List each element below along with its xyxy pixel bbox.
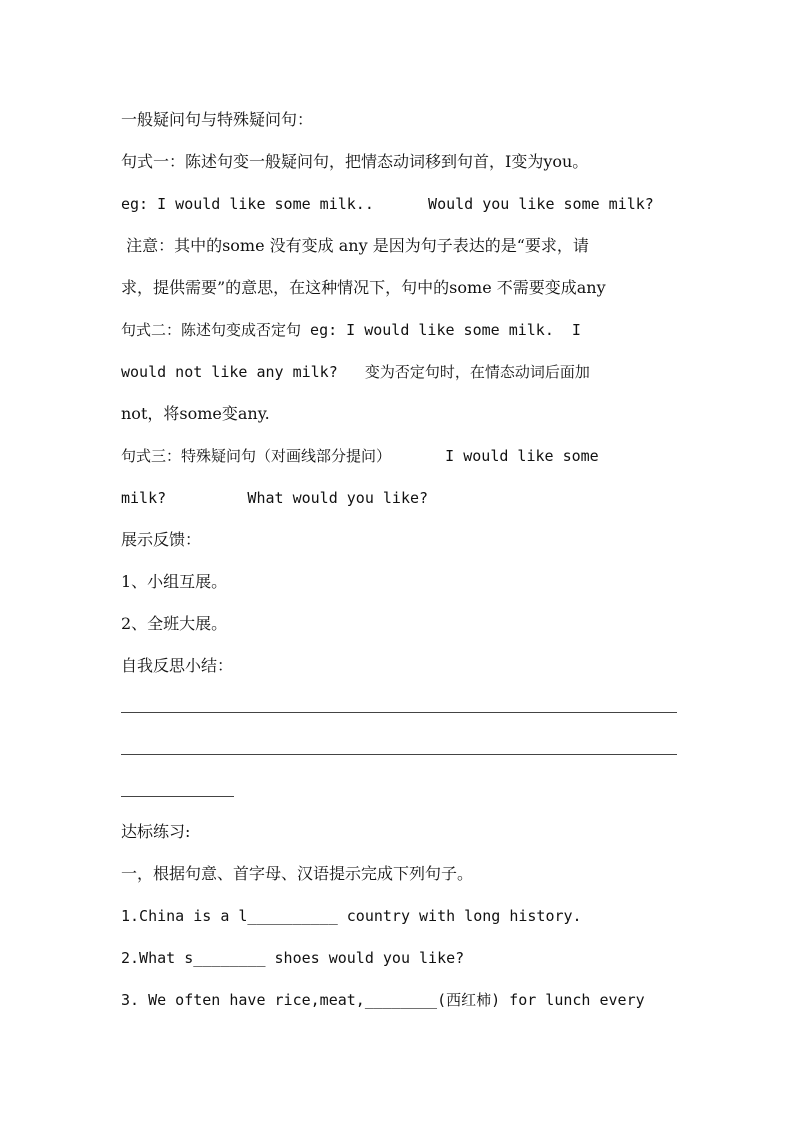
answer-line-1: [121, 712, 677, 713]
question-3: 3. We often have rice,meat,________(西红柿) for lunch every: [121, 991, 645, 1009]
pattern2-line3: not，将some变any.: [121, 404, 270, 423]
question-2: 2.What s________ shoes would you like?: [121, 949, 465, 967]
answer-line-2: [121, 754, 677, 755]
pattern3-line1: 句式三：特殊疑问句（对画线部分提问） I would like some: [121, 447, 599, 465]
pattern3-line2: milk? What would you like?: [121, 489, 429, 507]
answer-line-3: [121, 796, 234, 797]
practice-section-1: 一，根据句意、首字母、汉语提示完成下列句子。: [121, 864, 474, 883]
feedback-item-2: 2、全班大展。: [121, 614, 228, 633]
pattern1-line1: 句式一：陈述句变一般疑问句，把情态动词移到句首，I变为you。: [121, 152, 589, 171]
note-line1: 注意：其中的some 没有变成 any 是因为句子表达的是“要求，请: [121, 236, 589, 255]
heading: 一般疑问句与特殊疑问句：: [121, 110, 314, 129]
note-line2: 求，提供需要”的意思，在这种情况下，句中的some 不需要变成any: [121, 278, 606, 297]
reflection-title: 自我反思小结：: [121, 656, 234, 675]
practice-title: 达标练习:: [121, 822, 191, 841]
pattern2-line2: would not like any milk? 变为否定句时，在情态动词后面加: [121, 363, 590, 381]
question-1: 1.China is a l__________ country with long history.: [121, 907, 582, 925]
pattern1-example: eg: I would like some milk.. Would you like some milk?: [121, 195, 654, 213]
pattern2-line1: 句式二：陈述句变成否定句 eg: I would like some milk. I: [121, 321, 581, 339]
feedback-item-1: 1、小组互展。: [121, 572, 228, 591]
feedback-title: 展示反馈：: [121, 530, 202, 549]
